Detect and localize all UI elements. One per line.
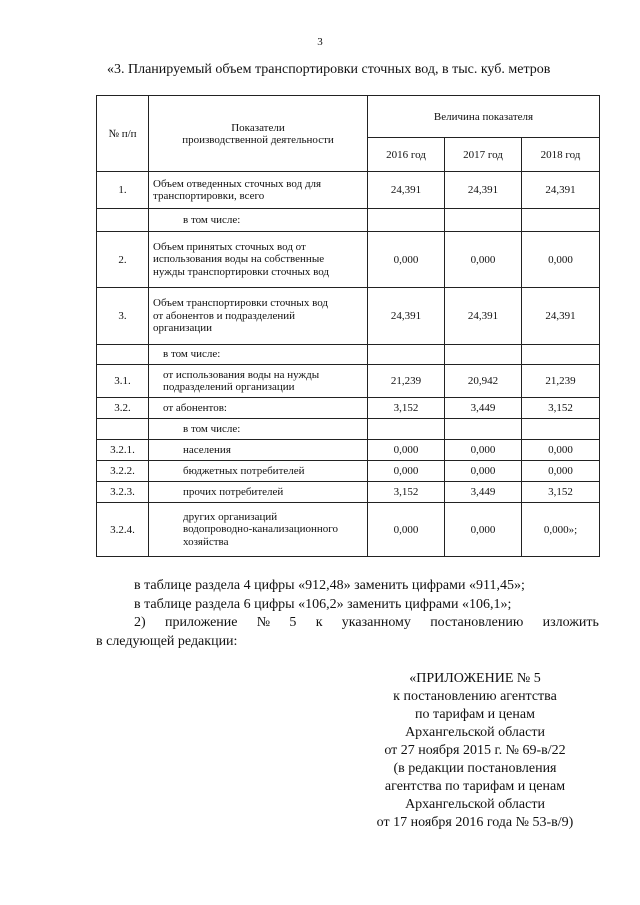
paragraph-3-word: указанному	[341, 615, 411, 630]
header-year: 2018 год	[522, 138, 600, 172]
row-number: 3.2.1.	[97, 440, 149, 461]
row-indicator-line: Объем принятых сточных вод от	[153, 240, 306, 253]
row-indicator-line: транспортировки, всего	[153, 190, 265, 202]
row-value-2016	[368, 345, 445, 365]
row-value-2018: 0,000»;	[522, 503, 600, 557]
row-value-2017: 24,391	[445, 288, 522, 345]
table-row	[97, 503, 600, 557]
row-value-2017	[445, 209, 522, 232]
row-indicator	[149, 440, 368, 461]
row-indicator-line: других организаций	[183, 510, 278, 523]
row-indicator	[149, 482, 368, 503]
paragraph-3-word: постановлению	[430, 615, 524, 630]
row-number: 3.	[97, 288, 149, 345]
row-number: 3.1.	[97, 365, 149, 398]
row-number: 3.2.3.	[97, 482, 149, 503]
page-number: 3	[317, 36, 323, 48]
row-number: 2.	[97, 232, 149, 288]
paragraph-3-word: к	[315, 615, 323, 630]
row-value-2017	[445, 345, 522, 365]
appendix-line: по тарифам и ценам	[415, 707, 535, 722]
row-indicator-line: от использования воды на нужды	[163, 368, 320, 381]
paragraph-3-word: изложить	[542, 615, 599, 630]
row-value-2018	[522, 345, 600, 365]
row-value-2017: 0,000	[445, 440, 522, 461]
row-indicator-line: Объем транспортировки сточных вод	[153, 297, 328, 310]
row-number: 3.2.2.	[97, 461, 149, 482]
row-indicator	[149, 232, 368, 288]
appendix-line: агентства по тарифам и ценам	[384, 779, 566, 794]
row-indicator	[149, 461, 368, 482]
row-indicator-line: организации	[153, 322, 213, 335]
row-indicator	[149, 209, 368, 232]
row-indicator	[149, 503, 368, 557]
row-value-2016: 24,391	[368, 288, 445, 345]
table-row	[97, 461, 600, 482]
paragraph-3-word: 2)	[134, 615, 146, 630]
row-indicator	[149, 398, 368, 419]
row-indicator	[149, 288, 368, 345]
row-value-2016: 3,152	[368, 482, 445, 503]
table-row	[97, 365, 600, 398]
row-indicator-line: Объем отведенных сточных вод для	[153, 177, 322, 190]
row-value-2017: 3,449	[445, 398, 522, 419]
row-value-2017: 24,391	[445, 172, 522, 209]
row-value-2016: 3,152	[368, 398, 445, 419]
row-value-2017: 3,449	[445, 482, 522, 503]
row-value-2018	[522, 209, 600, 232]
row-indicator	[149, 419, 368, 440]
row-number	[97, 345, 149, 365]
row-value-2017: 20,942	[445, 365, 522, 398]
row-value-2017: 0,000	[445, 232, 522, 288]
row-value-2018: 24,391	[522, 288, 600, 345]
appendix-line: к постановлению агентства	[393, 689, 557, 704]
row-value-2018	[522, 419, 600, 440]
row-value-2016: 0,000	[368, 440, 445, 461]
row-value-2016	[368, 209, 445, 232]
table-row	[97, 398, 600, 419]
row-indicator-line: хозяйства	[183, 535, 229, 548]
appendix-line: Архангельской области	[405, 797, 545, 812]
table-row	[97, 419, 600, 440]
header-year: 2017 год	[445, 138, 522, 172]
row-indicator-line: населения	[183, 443, 231, 456]
row-indicator-line: водопроводно-канализационного	[183, 523, 339, 536]
appendix-line: от 27 ноября 2015 г. № 69-в/22	[384, 743, 566, 758]
row-indicator	[149, 172, 368, 209]
paragraph-2: в таблице раздела 6 цифры «106,2» заменить цифрами «106,1»;	[134, 597, 512, 612]
row-value-2018: 3,152	[522, 398, 600, 419]
row-indicator-line: нужды транспортировки сточных вод	[153, 265, 329, 278]
row-indicator	[149, 365, 368, 398]
row-indicator-line: в том числе:	[183, 422, 241, 435]
paragraph-3	[134, 615, 599, 631]
header-num: № п/п	[97, 96, 149, 172]
row-indicator-line: прочих потребителей	[183, 485, 284, 498]
row-number: 3.2.4.	[97, 503, 149, 557]
row-indicator-line: бюджетных потребителей	[183, 464, 305, 477]
row-indicator-line: подразделений организации	[163, 381, 295, 393]
row-value-2018: 21,239	[522, 365, 600, 398]
header-indicator-line1: Показатели	[231, 121, 285, 134]
row-indicator-line: в том числе:	[163, 348, 221, 361]
table-row	[97, 172, 600, 209]
row-value-2016: 24,391	[368, 172, 445, 209]
appendix-block	[330, 670, 620, 832]
row-value-2018: 24,391	[522, 172, 600, 209]
appendix-line: «ПРИЛОЖЕНИЕ № 5	[409, 671, 541, 686]
header-value-group: Величина показателя	[368, 96, 600, 138]
table-row	[97, 440, 600, 461]
table-row	[97, 232, 600, 288]
table-row	[97, 345, 600, 365]
table-row	[97, 482, 600, 503]
table-row	[97, 209, 600, 232]
row-value-2017	[445, 419, 522, 440]
paragraph-3-word: 5	[289, 615, 297, 630]
header-year: 2016 год	[368, 138, 445, 172]
row-value-2018: 0,000	[522, 440, 600, 461]
appendix-line: (в редакции постановления	[393, 761, 557, 776]
row-indicator-line: в том числе:	[183, 213, 241, 226]
row-value-2018: 0,000	[522, 232, 600, 288]
row-value-2016: 21,239	[368, 365, 445, 398]
row-number: 3.2.	[97, 398, 149, 419]
row-number	[97, 209, 149, 232]
row-value-2017: 0,000	[445, 503, 522, 557]
appendix-line: Архангельской области	[405, 725, 545, 740]
row-value-2018: 0,000	[522, 461, 600, 482]
row-number	[97, 419, 149, 440]
header-indicator-line2: производственной деятельности	[182, 133, 334, 146]
table-row	[97, 288, 600, 345]
row-value-2018: 3,152	[522, 482, 600, 503]
header-indicator	[149, 96, 368, 172]
row-value-2016: 0,000	[368, 503, 445, 557]
row-value-2016	[368, 419, 445, 440]
row-value-2017: 0,000	[445, 461, 522, 482]
paragraph-4: в следующей редакции:	[96, 634, 238, 649]
row-indicator-line: от абонентов:	[163, 401, 227, 414]
paragraph-3-word: приложение	[164, 615, 238, 630]
row-indicator	[149, 345, 368, 365]
section-title: «3. Планируемый объем транспортировки сточных вод, в тыс. куб. метров	[107, 62, 551, 77]
row-value-2016: 0,000	[368, 232, 445, 288]
row-number: 1.	[97, 172, 149, 209]
row-value-2016: 0,000	[368, 461, 445, 482]
row-indicator-line: использования воды на собственные	[153, 253, 325, 266]
paragraph-1: в таблице раздела 4 цифры «912,48» заменить цифрами «911,45»;	[134, 578, 525, 593]
paragraph-3-word: №	[256, 615, 271, 630]
appendix-line: от 17 ноября 2016 года № 53-в/9)	[376, 815, 574, 830]
row-indicator-line: от абонентов и подразделений	[153, 309, 295, 322]
wastewater-volume-table	[96, 95, 600, 557]
